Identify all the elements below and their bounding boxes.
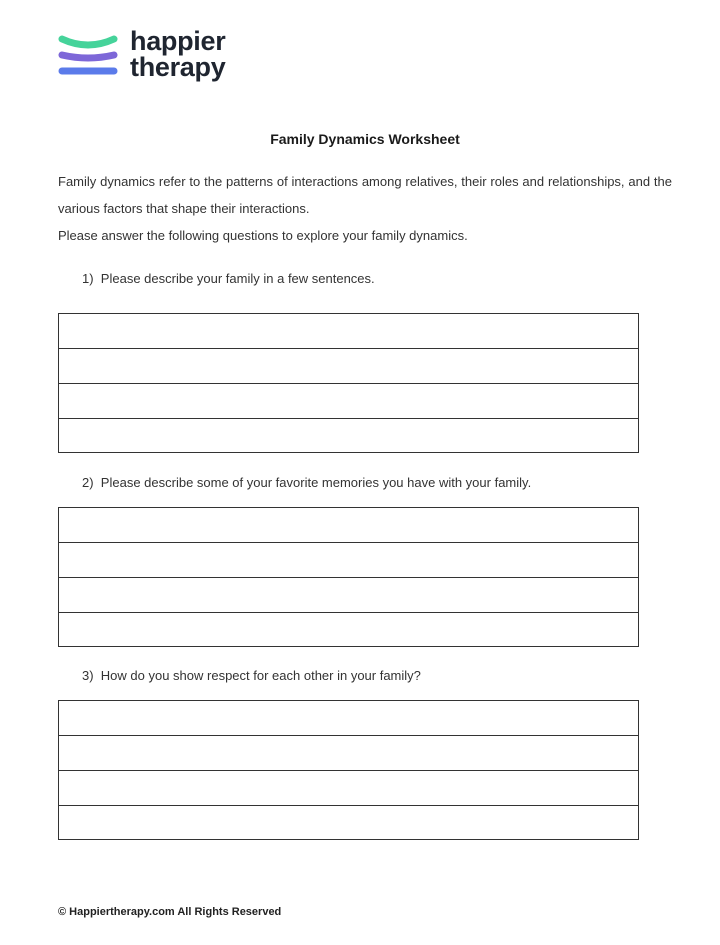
question-2: [82, 475, 531, 490]
question-text: Please describe your family in a few sentences.: [100, 271, 375, 286]
answer-line[interactable]: [59, 578, 638, 613]
brand-wordmark: [130, 28, 225, 80]
brand-line-2: therapy: [130, 52, 226, 82]
answer-line[interactable]: [59, 736, 638, 771]
answer-line[interactable]: [59, 349, 638, 384]
intro-text: [58, 168, 672, 249]
answer-box-3[interactable]: [58, 700, 639, 840]
answer-line[interactable]: [59, 419, 638, 454]
answer-line[interactable]: [59, 806, 638, 841]
answer-box-1[interactable]: [58, 313, 639, 453]
question-3: [82, 668, 421, 683]
answer-line[interactable]: [59, 771, 638, 806]
question-1: [82, 271, 375, 286]
question-text: Please describe some of your favorite memories you have with your family.: [100, 475, 532, 490]
answer-line[interactable]: [59, 384, 638, 419]
answer-box-2[interactable]: [58, 507, 639, 647]
instruction-text: Please answer the following questions to explore your family dynamics.: [58, 228, 468, 243]
brand-line-1: happier: [130, 26, 226, 56]
answer-line[interactable]: [59, 701, 638, 736]
answer-line[interactable]: [59, 613, 638, 648]
logo-waves-icon: [58, 31, 118, 79]
copyright-footer: © Happiertherapy.com All Rights Reserved: [58, 906, 282, 918]
answer-line[interactable]: [59, 508, 638, 543]
question-number: 3): [82, 668, 94, 683]
intro-paragraph: Family dynamics refer to the patterns of interactions among relatives, their roles and relationships, and the various factors that shape their interactions.: [58, 174, 672, 216]
answer-line[interactable]: [59, 314, 638, 349]
question-number: 1): [82, 271, 94, 286]
question-number: 2): [82, 475, 94, 490]
worksheet-title: Family Dynamics Worksheet: [270, 131, 460, 147]
answer-line[interactable]: [59, 543, 638, 578]
question-text: How do you show respect for each other in your family?: [100, 668, 421, 683]
